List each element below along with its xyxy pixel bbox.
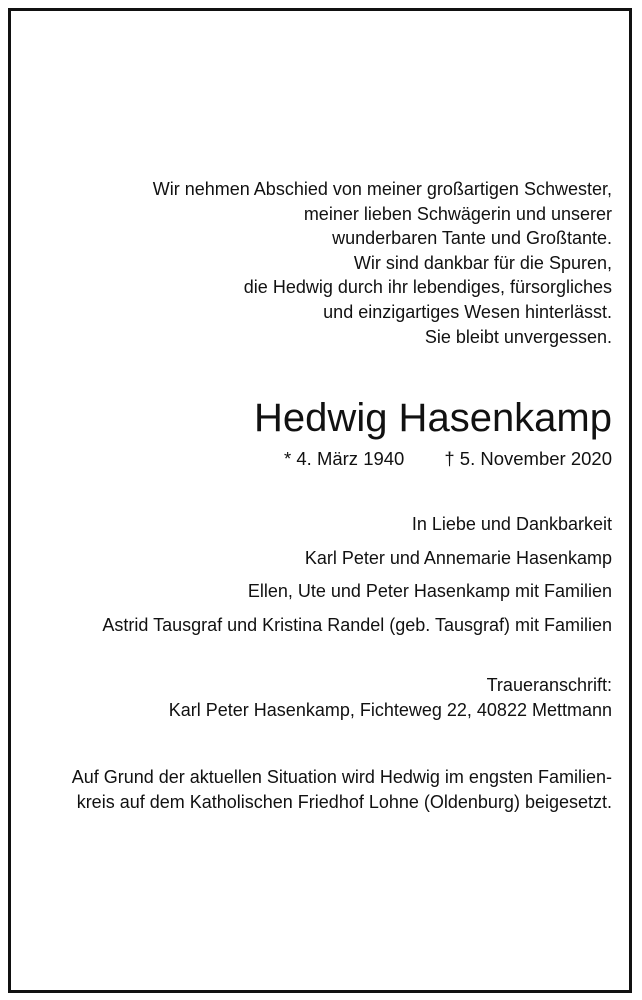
mourner-line: Astrid Tausgraf und Kristina Randel (geb. Tausgraf) mit Familien (102, 614, 612, 635)
burial-notice (72, 765, 612, 815)
deceased-name: Hedwig Hasenkamp (254, 396, 612, 440)
poem-line: Sie bleibt unvergessen. (424, 326, 612, 347)
poem-line: wunderbaren Tante und Großtante. (332, 228, 612, 249)
mourners-block (102, 512, 612, 637)
death-date: † 5. November 2020 (444, 448, 612, 469)
mourner-line: Ellen, Ute und Peter Hasenkamp mit Familien (247, 581, 612, 601)
farewell-poem (153, 177, 612, 349)
poem-line: meiner lieben Schwägerin und unserer (303, 203, 612, 224)
poem-line: Wir sind dankbar für die Spuren, (353, 252, 612, 273)
notice-line: Auf Grund der aktuellen Situation wird Hedwig im engsten Familien- (71, 767, 612, 787)
poem-line: Wir nehmen Abschied von meiner großartigen Schwester, (152, 179, 612, 199)
mourners-intro: In Liebe und Dankbarkeit (411, 514, 612, 534)
address-label: Traueranschrift: (486, 675, 612, 695)
notice-line: kreis auf dem Katholischen Friedhof Lohne (Oldenburg) beigesetzt. (76, 792, 612, 812)
poem-line: die Hedwig durch ihr lebendiges, fürsorgliches (243, 277, 612, 298)
birth-date: * 4. März 1940 (284, 448, 405, 469)
notice-border (8, 8, 632, 993)
mourner-line: Karl Peter und Annemarie Hasenkamp (304, 547, 612, 568)
poem-line: und einzigartiges Wesen hinterlässt. (323, 301, 612, 322)
address-value: Karl Peter Hasenkamp, Fichteweg 22, 40822 Mettmann (168, 700, 612, 720)
mourning-address (169, 673, 612, 723)
life-dates (284, 447, 612, 471)
